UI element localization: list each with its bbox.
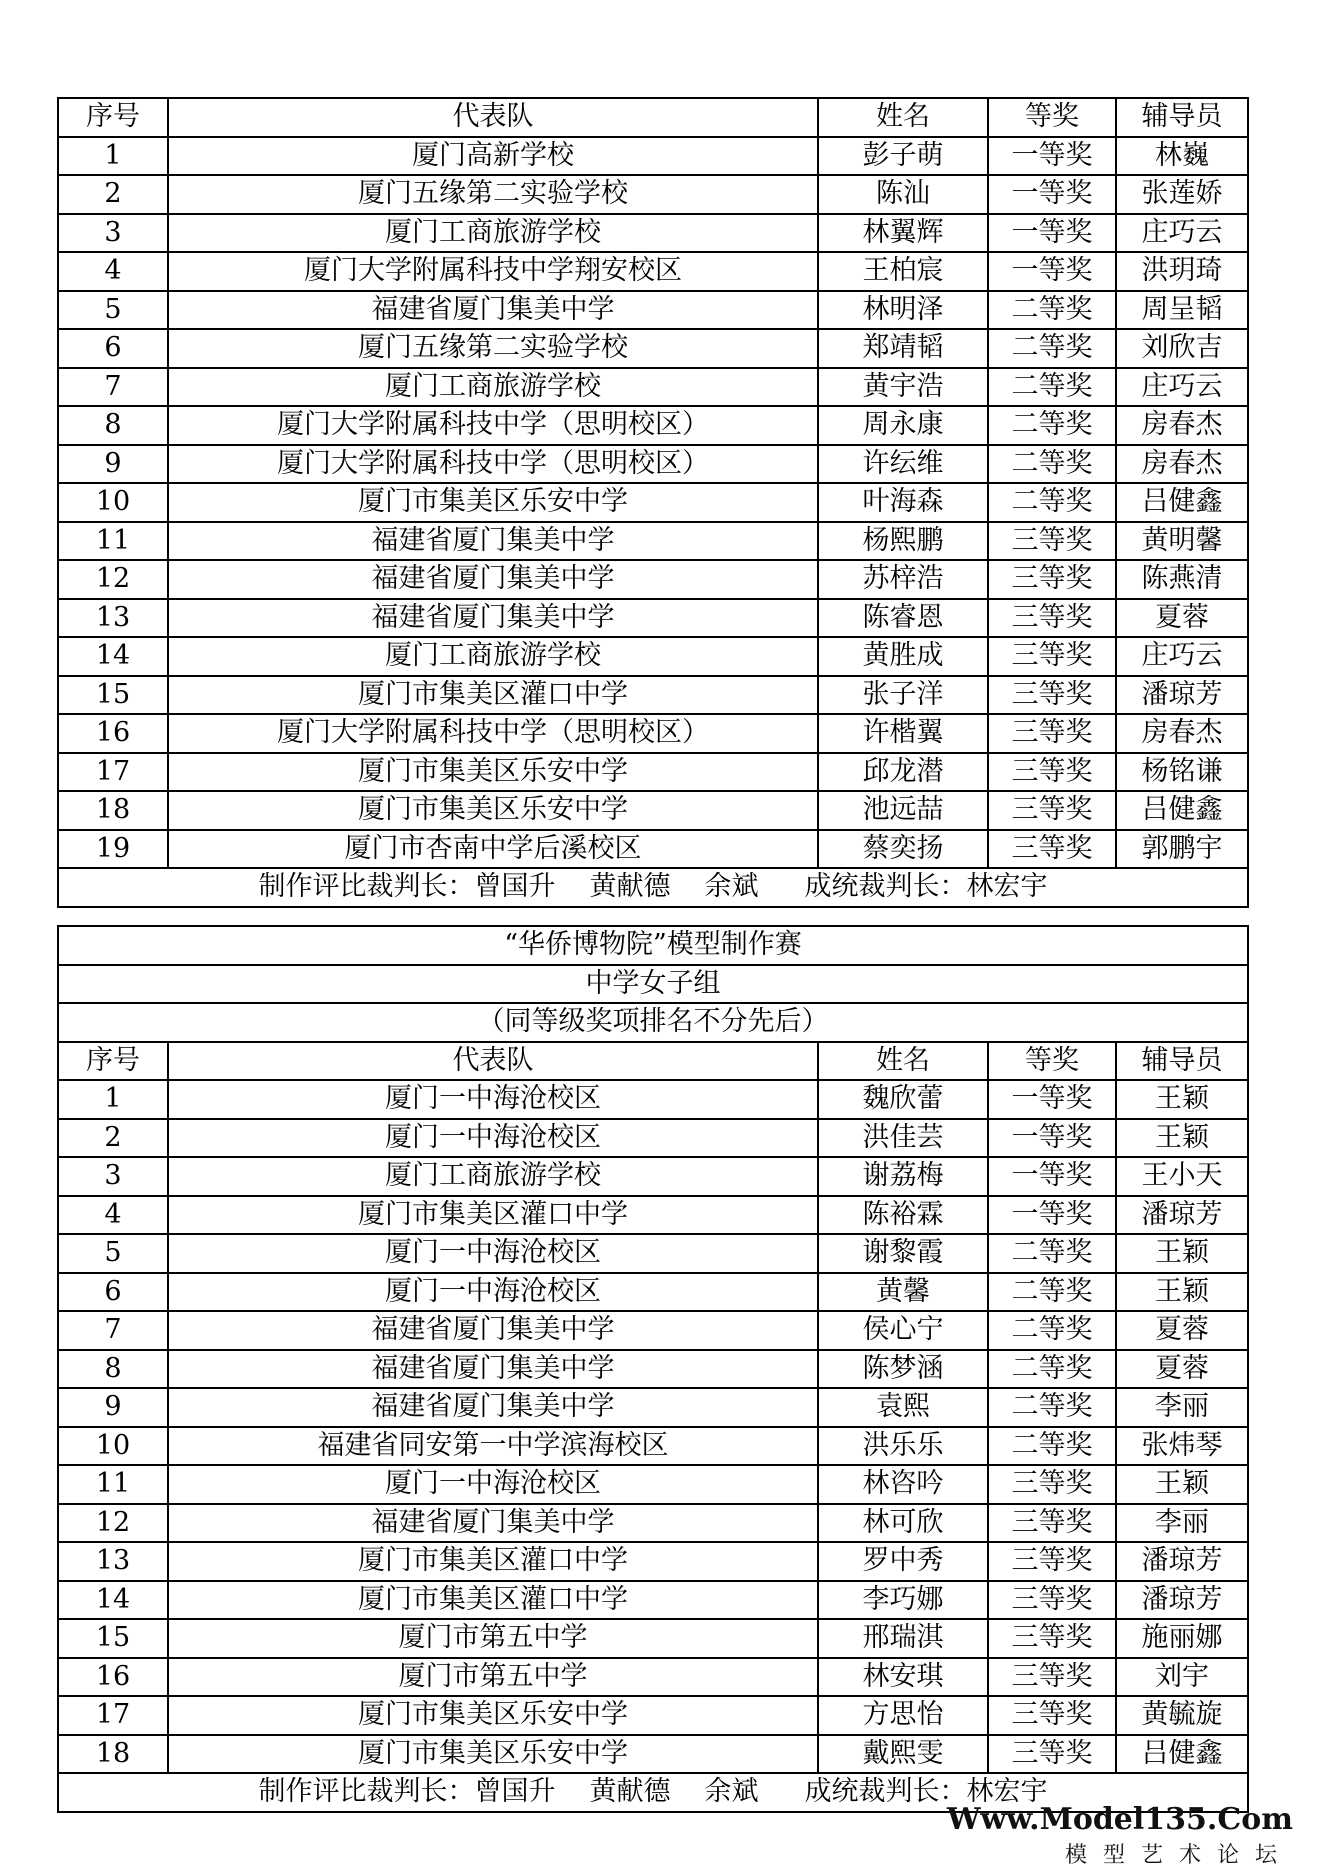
- team-name: 厦门市杏南中学后溪校区: [168, 830, 818, 869]
- table-row: [58, 1735, 1248, 1774]
- row-index: 4: [58, 1196, 168, 1235]
- table-row: [58, 1080, 1248, 1119]
- student-name: 林明泽: [818, 291, 988, 330]
- coach-name: 刘宇: [1116, 1658, 1248, 1697]
- student-name: 林咨吟: [818, 1465, 988, 1504]
- results-table-2: [57, 925, 1249, 1813]
- row-index: 11: [58, 1465, 168, 1504]
- team-name: 厦门市集美区灌口中学: [168, 676, 818, 715]
- row-index: 2: [58, 1119, 168, 1158]
- row-index: 6: [58, 329, 168, 368]
- coach-name: 洪玥琦: [1116, 252, 1248, 291]
- student-name: 池远喆: [818, 791, 988, 830]
- award-level: 二等奖: [988, 483, 1116, 522]
- coach-name: 王小天: [1116, 1157, 1248, 1196]
- coach-name: 房春杰: [1116, 445, 1248, 484]
- award-level: 一等奖: [988, 252, 1116, 291]
- row-index: 13: [58, 1542, 168, 1581]
- student-name: 陈汕: [818, 175, 988, 214]
- student-name: 罗中秀: [818, 1542, 988, 1581]
- coach-name: 施丽娜: [1116, 1619, 1248, 1658]
- header-team: 代表队: [168, 1042, 818, 1081]
- row-index: 5: [58, 1234, 168, 1273]
- team-name: 福建省厦门集美中学: [168, 1388, 818, 1427]
- student-name: 郑靖韬: [818, 329, 988, 368]
- coach-name: 夏蓉: [1116, 1311, 1248, 1350]
- judges-footer: [58, 868, 1248, 907]
- award-level: 三等奖: [988, 830, 1116, 869]
- header-coach: 辅导员: [1116, 1042, 1248, 1081]
- team-name: 厦门市集美区乐安中学: [168, 1696, 818, 1735]
- table-row: [58, 1696, 1248, 1735]
- team-name: 厦门一中海沧校区: [168, 1234, 818, 1273]
- team-name: 厦门工商旅游学校: [168, 214, 818, 253]
- award-level: 二等奖: [988, 1350, 1116, 1389]
- table-row: [58, 445, 1248, 484]
- judge-name: 余斌: [704, 871, 759, 903]
- student-name: 黄馨: [818, 1273, 988, 1312]
- coach-name: 黄毓旋: [1116, 1696, 1248, 1735]
- coach-name: 王颖: [1116, 1234, 1248, 1273]
- award-level: 一等奖: [988, 137, 1116, 176]
- group-row: [58, 965, 1248, 1004]
- award-level: 二等奖: [988, 1388, 1116, 1427]
- table-row: [58, 1581, 1248, 1620]
- team-name: 福建省厦门集美中学: [168, 1350, 818, 1389]
- table-row: [58, 1619, 1248, 1658]
- watermark-subtitle: 模型艺术论坛: [1064, 1843, 1293, 1868]
- table-row: [58, 406, 1248, 445]
- team-name: 厦门大学附属科技中学翔安校区: [168, 252, 818, 291]
- table-row: [58, 1388, 1248, 1427]
- award-level: 三等奖: [988, 1504, 1116, 1543]
- student-name: 张子洋: [818, 676, 988, 715]
- student-name: 林可欣: [818, 1504, 988, 1543]
- coach-name: 潘琼芳: [1116, 676, 1248, 715]
- judge-name: 曾国升: [474, 871, 556, 903]
- award-level: 三等奖: [988, 714, 1116, 753]
- team-name: 厦门工商旅游学校: [168, 637, 818, 676]
- team-name: 厦门一中海沧校区: [168, 1119, 818, 1158]
- judge-label: 制作评比裁判长：: [258, 1776, 475, 1808]
- results-table-1: [57, 97, 1249, 908]
- table-row: [58, 137, 1248, 176]
- team-name: 福建省厦门集美中学: [168, 599, 818, 638]
- coach-name: 吕健鑫: [1116, 1735, 1248, 1774]
- award-level: 二等奖: [988, 368, 1116, 407]
- team-name: 厦门大学附属科技中学（思明校区）: [168, 445, 818, 484]
- award-level: 三等奖: [988, 753, 1116, 792]
- judge-name: 余斌: [704, 1776, 759, 1808]
- table-row: [58, 1311, 1248, 1350]
- team-name: 厦门市第五中学: [168, 1619, 818, 1658]
- row-index: 10: [58, 1427, 168, 1466]
- row-index: 7: [58, 1311, 168, 1350]
- student-name: 邢瑞淇: [818, 1619, 988, 1658]
- header-coach: 辅导员: [1116, 98, 1248, 137]
- table-row: [58, 1427, 1248, 1466]
- award-level: 一等奖: [988, 1119, 1116, 1158]
- table-row: [58, 1504, 1248, 1543]
- header-index: 序号: [58, 98, 168, 137]
- table-row: [58, 329, 1248, 368]
- table-row: [58, 1119, 1248, 1158]
- award-level: 二等奖: [988, 445, 1116, 484]
- table-row: [58, 291, 1248, 330]
- award-level: 二等奖: [988, 291, 1116, 330]
- row-index: 14: [58, 1581, 168, 1620]
- judge-name: 曾国升: [474, 1776, 556, 1808]
- row-index: 1: [58, 137, 168, 176]
- row-index: 7: [58, 368, 168, 407]
- team-name: 福建省厦门集美中学: [168, 522, 818, 561]
- table-row: [58, 676, 1248, 715]
- coach-name: 庄巧云: [1116, 368, 1248, 407]
- judge-name: 黄献德: [589, 871, 671, 903]
- student-name: 陈梦涵: [818, 1350, 988, 1389]
- team-name: 厦门市集美区灌口中学: [168, 1196, 818, 1235]
- team-name: 厦门市集美区乐安中学: [168, 753, 818, 792]
- score-judge-name: 林宏宇: [966, 1776, 1048, 1808]
- coach-name: 潘琼芳: [1116, 1542, 1248, 1581]
- student-name: 侯心宁: [818, 1311, 988, 1350]
- coach-name: 潘琼芳: [1116, 1581, 1248, 1620]
- award-level: 三等奖: [988, 1735, 1116, 1774]
- award-level: 三等奖: [988, 676, 1116, 715]
- table-row: [58, 175, 1248, 214]
- award-level: 一等奖: [988, 1157, 1116, 1196]
- award-level: 三等奖: [988, 791, 1116, 830]
- row-index: 17: [58, 1696, 168, 1735]
- table-row: [58, 1234, 1248, 1273]
- award-level: 三等奖: [988, 560, 1116, 599]
- team-name: 厦门工商旅游学校: [168, 1157, 818, 1196]
- coach-name: 夏蓉: [1116, 599, 1248, 638]
- student-name: 谢黎霞: [818, 1234, 988, 1273]
- award-level: 三等奖: [988, 1465, 1116, 1504]
- award-level: 三等奖: [988, 1542, 1116, 1581]
- team-name: 厦门一中海沧校区: [168, 1080, 818, 1119]
- row-index: 12: [58, 1504, 168, 1543]
- row-index: 19: [58, 830, 168, 869]
- table-row: [58, 791, 1248, 830]
- team-name: 福建省同安第一中学滨海校区: [168, 1427, 818, 1466]
- award-level: 一等奖: [988, 1080, 1116, 1119]
- group-title: 中学女子组: [58, 965, 1248, 1004]
- student-name: 戴熙雯: [818, 1735, 988, 1774]
- row-index: 3: [58, 1157, 168, 1196]
- header-name: 姓名: [818, 98, 988, 137]
- award-level: 一等奖: [988, 1196, 1116, 1235]
- row-index: 17: [58, 753, 168, 792]
- row-index: 8: [58, 406, 168, 445]
- coach-name: 刘欣吉: [1116, 329, 1248, 368]
- table-row: [58, 1350, 1248, 1389]
- table-row: [58, 714, 1248, 753]
- award-level: 三等奖: [988, 599, 1116, 638]
- row-index: 16: [58, 1658, 168, 1697]
- coach-name: 王颖: [1116, 1465, 1248, 1504]
- team-name: 厦门市集美区灌口中学: [168, 1542, 818, 1581]
- header-row: [58, 98, 1248, 137]
- table-row: [58, 599, 1248, 638]
- team-name: 厦门五缘第二实验学校: [168, 175, 818, 214]
- header-name: 姓名: [818, 1042, 988, 1081]
- team-name: 厦门五缘第二实验学校: [168, 329, 818, 368]
- table-row: [58, 1658, 1248, 1697]
- student-name: 许楷翼: [818, 714, 988, 753]
- judge-name: 黄献德: [589, 1776, 671, 1808]
- header-award: 等奖: [988, 1042, 1116, 1081]
- team-name: 厦门大学附属科技中学（思明校区）: [168, 714, 818, 753]
- student-name: 洪乐乐: [818, 1427, 988, 1466]
- student-name: 林翼辉: [818, 214, 988, 253]
- student-name: 陈裕霖: [818, 1196, 988, 1235]
- team-name: 厦门市集美区乐安中学: [168, 791, 818, 830]
- header-team: 代表队: [168, 98, 818, 137]
- coach-name: 林巍: [1116, 137, 1248, 176]
- row-index: 13: [58, 599, 168, 638]
- student-name: 方思怡: [818, 1696, 988, 1735]
- coach-name: 李丽: [1116, 1504, 1248, 1543]
- table-row: [58, 483, 1248, 522]
- award-level: 二等奖: [988, 1311, 1116, 1350]
- header-index: 序号: [58, 1042, 168, 1081]
- student-name: 李巧娜: [818, 1581, 988, 1620]
- competition-title: “华侨博物院”模型制作赛: [58, 926, 1248, 965]
- student-name: 黄胜成: [818, 637, 988, 676]
- row-index: 5: [58, 291, 168, 330]
- table-row: [58, 637, 1248, 676]
- row-index: 9: [58, 445, 168, 484]
- team-name: 厦门市集美区乐安中学: [168, 1735, 818, 1774]
- row-index: 10: [58, 483, 168, 522]
- title-row: [58, 926, 1248, 965]
- coach-name: 张炜琴: [1116, 1427, 1248, 1466]
- team-name: 福建省厦门集美中学: [168, 1504, 818, 1543]
- header-award: 等奖: [988, 98, 1116, 137]
- award-level: 三等奖: [988, 1696, 1116, 1735]
- student-name: 陈睿恩: [818, 599, 988, 638]
- team-name: 厦门一中海沧校区: [168, 1465, 818, 1504]
- row-index: 18: [58, 791, 168, 830]
- table-row: [58, 368, 1248, 407]
- ranking-note: （同等级奖项排名不分先后）: [58, 1003, 1248, 1042]
- row-index: 2: [58, 175, 168, 214]
- note-row: [58, 1003, 1248, 1042]
- student-name: 杨熙鹏: [818, 522, 988, 561]
- award-level: 二等奖: [988, 329, 1116, 368]
- coach-name: 房春杰: [1116, 714, 1248, 753]
- coach-name: 王颖: [1116, 1273, 1248, 1312]
- student-name: 魏欣蕾: [818, 1080, 988, 1119]
- row-index: 4: [58, 252, 168, 291]
- watermark: [947, 1803, 1293, 1871]
- row-index: 8: [58, 1350, 168, 1389]
- coach-name: 陈燕清: [1116, 560, 1248, 599]
- team-name: 厦门市集美区乐安中学: [168, 483, 818, 522]
- row-index: 12: [58, 560, 168, 599]
- score-label: 成统裁判长：: [804, 1776, 967, 1808]
- header-row: [58, 1042, 1248, 1081]
- award-level: 二等奖: [988, 1234, 1116, 1273]
- coach-name: 周呈韬: [1116, 291, 1248, 330]
- student-name: 苏梓浩: [818, 560, 988, 599]
- award-level: 一等奖: [988, 214, 1116, 253]
- student-name: 蔡奕扬: [818, 830, 988, 869]
- student-name: 林安琪: [818, 1658, 988, 1697]
- coach-name: 吕健鑫: [1116, 483, 1248, 522]
- row-index: 16: [58, 714, 168, 753]
- row-index: 18: [58, 1735, 168, 1774]
- award-level: 三等奖: [988, 1619, 1116, 1658]
- table-row: [58, 1273, 1248, 1312]
- table-row: [58, 522, 1248, 561]
- team-name: 厦门市第五中学: [168, 1658, 818, 1697]
- row-index: 9: [58, 1388, 168, 1427]
- award-level: 二等奖: [988, 1427, 1116, 1466]
- table-row: [58, 252, 1248, 291]
- table-row: [58, 560, 1248, 599]
- judge-label: 制作评比裁判长：: [258, 871, 475, 903]
- row-index: 15: [58, 676, 168, 715]
- team-name: 福建省厦门集美中学: [168, 560, 818, 599]
- table-row: [58, 1157, 1248, 1196]
- student-name: 叶海森: [818, 483, 988, 522]
- coach-name: 庄巧云: [1116, 637, 1248, 676]
- student-name: 洪佳芸: [818, 1119, 988, 1158]
- coach-name: 张莲娇: [1116, 175, 1248, 214]
- coach-name: 郭鹏宇: [1116, 830, 1248, 869]
- student-name: 彭子萌: [818, 137, 988, 176]
- table-row: [58, 830, 1248, 869]
- table-row: [58, 1196, 1248, 1235]
- student-name: 袁熙: [818, 1388, 988, 1427]
- award-level: 三等奖: [988, 522, 1116, 561]
- row-index: 6: [58, 1273, 168, 1312]
- coach-name: 潘琼芳: [1116, 1196, 1248, 1235]
- coach-name: 吕健鑫: [1116, 791, 1248, 830]
- team-name: 厦门工商旅游学校: [168, 368, 818, 407]
- student-name: 邱龙潜: [818, 753, 988, 792]
- award-level: 二等奖: [988, 1273, 1116, 1312]
- student-name: 许纭维: [818, 445, 988, 484]
- coach-name: 王颖: [1116, 1119, 1248, 1158]
- team-name: 厦门大学附属科技中学（思明校区）: [168, 406, 818, 445]
- student-name: 黄宇浩: [818, 368, 988, 407]
- student-name: 谢荔梅: [818, 1157, 988, 1196]
- team-name: 厦门市集美区灌口中学: [168, 1581, 818, 1620]
- row-index: 14: [58, 637, 168, 676]
- team-name: 福建省厦门集美中学: [168, 1311, 818, 1350]
- score-judge-name: 林宏宇: [966, 871, 1048, 903]
- student-name: 周永康: [818, 406, 988, 445]
- award-level: 三等奖: [988, 637, 1116, 676]
- footer-row: [58, 868, 1248, 907]
- coach-name: 夏蓉: [1116, 1350, 1248, 1389]
- team-name: 福建省厦门集美中学: [168, 291, 818, 330]
- team-name: 厦门一中海沧校区: [168, 1273, 818, 1312]
- table-row: [58, 753, 1248, 792]
- coach-name: 杨铭谦: [1116, 753, 1248, 792]
- team-name: 厦门高新学校: [168, 137, 818, 176]
- table-row: [58, 1542, 1248, 1581]
- table-row: [58, 1465, 1248, 1504]
- award-level: 二等奖: [988, 406, 1116, 445]
- coach-name: 黄明馨: [1116, 522, 1248, 561]
- coach-name: 房春杰: [1116, 406, 1248, 445]
- coach-name: 王颖: [1116, 1080, 1248, 1119]
- row-index: 11: [58, 522, 168, 561]
- row-index: 15: [58, 1619, 168, 1658]
- award-level: 三等奖: [988, 1658, 1116, 1697]
- coach-name: 李丽: [1116, 1388, 1248, 1427]
- table-row: [58, 214, 1248, 253]
- award-level: 一等奖: [988, 175, 1116, 214]
- watermark-url: Www.Model135.Com: [946, 1802, 1293, 1837]
- award-level: 三等奖: [988, 1581, 1116, 1620]
- row-index: 3: [58, 214, 168, 253]
- row-index: 1: [58, 1080, 168, 1119]
- student-name: 王柏宸: [818, 252, 988, 291]
- coach-name: 庄巧云: [1116, 214, 1248, 253]
- score-label: 成统裁判长：: [804, 871, 967, 903]
